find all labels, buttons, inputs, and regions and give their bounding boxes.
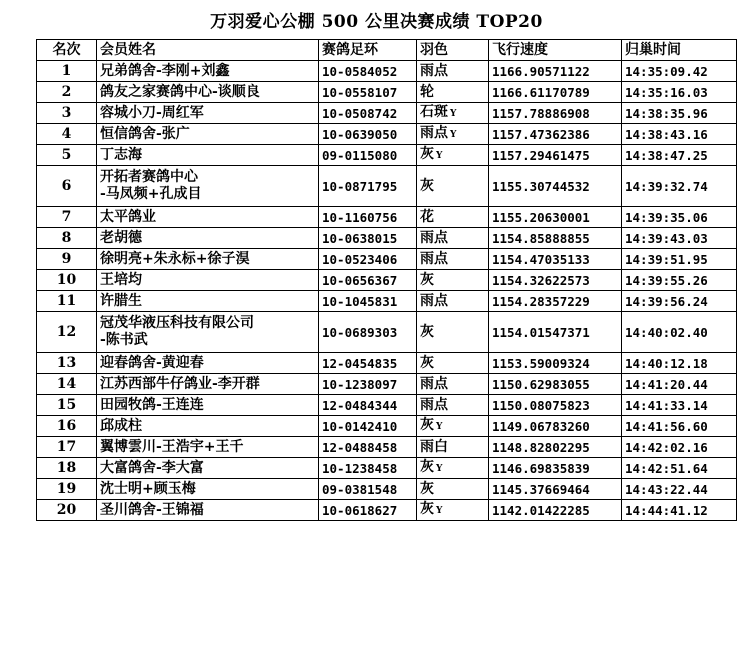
feather-color-y-mark: Y (436, 463, 443, 474)
member-name-cell-text: 丁志海 (100, 146, 142, 163)
feather-color-cell-text: 雨点 (420, 250, 448, 267)
return-time-cell (622, 166, 737, 207)
rank-cell (37, 166, 97, 207)
table-row (37, 270, 737, 291)
return-time-cell-text: 14:41:20.44 (625, 376, 708, 392)
flight-speed-cell (489, 458, 622, 479)
rank-cell (37, 249, 97, 270)
member-name-cell-text: 老胡德 (100, 229, 142, 246)
rank-cell-text: 8 (61, 229, 72, 246)
flight-speed-cell-text: 1154.01547371 (492, 324, 590, 340)
return-time-cell (622, 353, 737, 374)
ring-number-cell (319, 61, 417, 82)
feather-color-cell-text: 灰 (420, 416, 434, 433)
flight-speed-cell-text: 1155.20630001 (492, 209, 590, 225)
ring-number-cell-text: 10-0584052 (322, 63, 398, 79)
flight-speed-cell-text: 1149.06783260 (492, 418, 590, 434)
ring-number-cell (319, 458, 417, 479)
member-name-cell (97, 228, 319, 249)
rank-cell-text: 13 (56, 354, 77, 371)
ring-number-cell-text: 10-0558107 (322, 84, 398, 100)
return-time-cell-text: 14:42:51.64 (625, 460, 708, 476)
feather-color-cell-text: 灰 (420, 271, 434, 288)
rank-cell-text: 20 (56, 501, 77, 518)
feather-color-cell (417, 500, 489, 521)
rank-cell (37, 374, 97, 395)
ring-number-cell (319, 437, 417, 458)
column-header-rank: 名次 (37, 40, 97, 61)
member-name-cell-text: 容城小刀-周红军 (100, 104, 204, 121)
member-name-cell (97, 479, 319, 500)
member-name-cell-text: 王培均 (100, 271, 142, 288)
feather-color-y-mark: Y (436, 505, 443, 516)
ring-number-cell (319, 500, 417, 521)
table-row (37, 145, 737, 166)
feather-color-cell-text: 雨点 (420, 62, 448, 79)
ring-number-cell (319, 291, 417, 312)
rank-cell (37, 207, 97, 228)
column-header-member-name: 会员姓名 (97, 40, 319, 61)
column-header-flight-speed: 飞行速度 (489, 40, 622, 61)
feather-color-cell-text: 花 (420, 208, 434, 225)
rank-cell (37, 270, 97, 291)
member-name-cell-text: 翼博雲川-王浩宇+王千 (100, 438, 244, 455)
table-row (37, 249, 737, 270)
rank-cell-text: 3 (61, 104, 72, 121)
ring-number-cell-text: 10-1160756 (322, 209, 398, 225)
flight-speed-cell-text: 1154.47035133 (492, 251, 590, 267)
return-time-cell (622, 395, 737, 416)
rank-cell (37, 103, 97, 124)
feather-color-cell (417, 374, 489, 395)
ring-number-cell (319, 124, 417, 145)
return-time-cell-text: 14:43:22.44 (625, 481, 708, 497)
feather-color-y-mark: Y (450, 129, 457, 140)
table-row (37, 291, 737, 312)
rank-cell-text: 11 (56, 292, 77, 309)
table-row (37, 228, 737, 249)
ring-number-cell-text: 10-0871795 (322, 178, 398, 194)
member-name-cell-text: 徐明亮+朱永标+徐子淏 (100, 250, 250, 267)
ring-number-cell-text: 10-0618627 (322, 502, 398, 518)
feather-color-cell-text: 雨点 (420, 375, 448, 392)
flight-speed-cell (489, 249, 622, 270)
member-name-cell-text: 兄弟鸽舍-李刚+刘鑫 (100, 62, 230, 79)
rank-cell-text: 19 (56, 480, 77, 497)
member-name-cell-text: 太平鸽业 (100, 208, 156, 225)
return-time-cell-text: 14:38:47.25 (625, 147, 708, 163)
feather-color-y-mark: Y (436, 150, 443, 161)
ring-number-cell-text: 10-1238458 (322, 460, 398, 476)
rank-cell (37, 500, 97, 521)
rank-cell-text: 12 (56, 323, 77, 340)
flight-speed-cell-text: 1148.82802295 (492, 439, 590, 455)
feather-color-cell (417, 124, 489, 145)
member-name-cell (97, 458, 319, 479)
member-name-cell-text: 圣川鸽舍-王锦福 (100, 501, 204, 518)
feather-color-cell (417, 312, 489, 353)
return-time-cell (622, 270, 737, 291)
flight-speed-cell (489, 374, 622, 395)
member-name-cell-text: 许腊生 (100, 292, 142, 309)
flight-speed-cell (489, 395, 622, 416)
table-row (37, 353, 737, 374)
flight-speed-cell (489, 61, 622, 82)
document-title: 万羽爱心公棚 500 公里决赛成绩 TOP20 (210, 12, 543, 32)
feather-color-cell (417, 166, 489, 207)
flight-speed-cell-text: 1145.37669464 (492, 481, 590, 497)
flight-speed-cell (489, 207, 622, 228)
rank-cell (37, 145, 97, 166)
feather-color-cell (417, 103, 489, 124)
ring-number-cell-text: 10-0523406 (322, 251, 398, 267)
member-name-cell-text: 田园牧鸽-王连连 (100, 396, 204, 413)
member-name-cell-text: 鸽友之家赛鸽中心-谈顺良 (100, 83, 260, 100)
feather-color-cell (417, 395, 489, 416)
return-time-cell-text: 14:35:16.03 (625, 84, 708, 100)
ring-number-cell-text: 10-0689303 (322, 324, 398, 340)
return-time-cell (622, 479, 737, 500)
feather-color-cell-text: 灰 (420, 145, 434, 162)
rank-cell (37, 395, 97, 416)
feather-color-cell (417, 353, 489, 374)
return-time-cell (622, 82, 737, 103)
column-header-ring-number: 赛鸽足环 (319, 40, 417, 61)
ring-number-cell-text: 12-0488458 (322, 439, 398, 455)
ring-number-cell-text: 10-0638015 (322, 230, 398, 246)
flight-speed-cell-text: 1154.85888855 (492, 230, 590, 246)
ring-number-cell (319, 103, 417, 124)
flight-speed-cell (489, 145, 622, 166)
return-time-cell-text: 14:40:02.40 (625, 324, 708, 340)
return-time-cell (622, 416, 737, 437)
ring-number-cell-text: 10-0142410 (322, 418, 398, 434)
table-row (37, 374, 737, 395)
feather-color-cell-text: 雨点 (420, 229, 448, 246)
rank-cell-text: 5 (61, 146, 72, 163)
feather-color-cell-text: 雨点 (420, 396, 448, 413)
ring-number-cell (319, 270, 417, 291)
flight-speed-cell (489, 124, 622, 145)
member-name-cell (97, 249, 319, 270)
return-time-cell (622, 500, 737, 521)
ring-number-cell (319, 228, 417, 249)
member-name-cell (97, 103, 319, 124)
return-time-cell-text: 14:38:43.16 (625, 126, 708, 142)
rank-cell-text: 14 (56, 375, 77, 392)
flight-speed-cell-text: 1157.78886908 (492, 105, 590, 121)
return-time-cell (622, 458, 737, 479)
ring-number-cell-text: 10-0508742 (322, 105, 398, 121)
rank-cell-text: 1 (61, 62, 72, 79)
return-time-cell (622, 249, 737, 270)
return-time-cell-text: 14:41:56.60 (625, 418, 708, 434)
ring-number-cell-text: 09-0381548 (322, 481, 398, 497)
return-time-cell (622, 103, 737, 124)
feather-color-cell (417, 82, 489, 103)
return-time-cell-text: 14:39:43.03 (625, 230, 708, 246)
member-name-cell (97, 270, 319, 291)
flight-speed-cell-text: 1157.47362386 (492, 126, 590, 142)
feather-color-cell (417, 458, 489, 479)
rank-cell-text: 4 (61, 125, 72, 142)
table-row (37, 61, 737, 82)
member-name-cell (97, 374, 319, 395)
feather-color-cell-text: 灰 (420, 354, 434, 371)
feather-color-cell (417, 416, 489, 437)
flight-speed-cell-text: 1166.61170789 (492, 84, 590, 100)
feather-color-cell (417, 270, 489, 291)
feather-color-y-mark: Y (436, 421, 443, 432)
table-row (37, 479, 737, 500)
feather-color-cell (417, 479, 489, 500)
flight-speed-cell (489, 479, 622, 500)
flight-speed-cell-text: 1150.08075823 (492, 397, 590, 413)
member-name-cell (97, 124, 319, 145)
table-row (37, 103, 737, 124)
member-name-cell (97, 207, 319, 228)
member-name-cell-text: 开拓者赛鸽中心 -马凤频+孔成目 (100, 169, 202, 202)
ring-number-cell (319, 374, 417, 395)
return-time-cell-text: 14:39:51.95 (625, 251, 708, 267)
member-name-cell (97, 145, 319, 166)
table-row (37, 458, 737, 479)
table-row (37, 166, 737, 207)
feather-color-cell-text: 轮 (420, 83, 434, 100)
rank-cell-text: 9 (61, 250, 72, 267)
ring-number-cell (319, 166, 417, 207)
rank-cell (37, 124, 97, 145)
feather-color-cell (417, 207, 489, 228)
return-time-cell-text: 14:39:55.26 (625, 272, 708, 288)
ring-number-cell (319, 312, 417, 353)
return-time-cell (622, 437, 737, 458)
flight-speed-cell-text: 1166.90571122 (492, 63, 590, 79)
feather-color-cell-text: 石斑 (420, 103, 448, 120)
feather-color-cell-text: 灰 (420, 458, 434, 475)
member-name-cell-text: 沈士明+顾玉梅 (100, 480, 196, 497)
member-name-cell (97, 291, 319, 312)
column-header-feather-color: 羽色 (417, 40, 489, 61)
feather-color-cell (417, 228, 489, 249)
results-table-body (37, 61, 737, 521)
return-time-cell-text: 14:39:56.24 (625, 293, 708, 309)
rank-cell-text: 10 (56, 271, 77, 288)
return-time-cell (622, 145, 737, 166)
rank-cell (37, 312, 97, 353)
ring-number-cell-text: 10-1238097 (322, 376, 398, 392)
flight-speed-cell (489, 103, 622, 124)
table-row (37, 500, 737, 521)
return-time-cell-text: 14:39:35.06 (625, 209, 708, 225)
member-name-cell-text: 恒信鸽舍-张广 (100, 125, 190, 142)
table-row (37, 416, 737, 437)
member-name-cell-text: 邱成柱 (100, 417, 142, 434)
member-name-cell (97, 353, 319, 374)
return-time-cell (622, 312, 737, 353)
ring-number-cell (319, 479, 417, 500)
results-table (36, 39, 737, 521)
rank-cell-text: 16 (56, 417, 77, 434)
return-time-cell-text: 14:38:35.96 (625, 105, 708, 121)
return-time-cell (622, 374, 737, 395)
rank-cell-text: 17 (56, 438, 77, 455)
return-time-cell-text: 14:41:33.14 (625, 397, 708, 413)
flight-speed-cell (489, 166, 622, 207)
flight-speed-cell-text: 1154.28357229 (492, 293, 590, 309)
rank-cell-text: 2 (61, 83, 72, 100)
flight-speed-cell (489, 228, 622, 249)
member-name-cell (97, 395, 319, 416)
flight-speed-cell-text: 1155.30744532 (492, 178, 590, 194)
return-time-cell-text: 14:44:41.12 (625, 502, 708, 518)
feather-color-cell (417, 145, 489, 166)
member-name-cell-text: 迎春鸽舍-黄迎春 (100, 354, 204, 371)
ring-number-cell (319, 82, 417, 103)
flight-speed-cell-text: 1153.59009324 (492, 355, 590, 371)
rank-cell (37, 437, 97, 458)
return-time-cell (622, 228, 737, 249)
feather-color-y-mark: Y (450, 108, 457, 119)
flight-speed-cell (489, 270, 622, 291)
ring-number-cell-text: 12-0454835 (322, 355, 398, 371)
feather-color-cell-text: 灰 (420, 177, 434, 194)
ring-number-cell-text: 10-0639050 (322, 126, 398, 142)
ring-number-cell (319, 249, 417, 270)
return-time-cell (622, 124, 737, 145)
return-time-cell-text: 14:35:09.42 (625, 63, 708, 79)
rank-cell (37, 479, 97, 500)
ring-number-cell-text: 10-1045831 (322, 293, 398, 309)
rank-cell (37, 458, 97, 479)
return-time-cell-text: 14:40:12.18 (625, 355, 708, 371)
rank-cell-text: 7 (61, 208, 72, 225)
table-row (37, 207, 737, 228)
feather-color-cell-text: 灰 (420, 480, 434, 497)
table-row (37, 82, 737, 103)
column-header-return-time: 归巢时间 (622, 40, 737, 61)
rank-cell (37, 61, 97, 82)
member-name-cell-text: 冠茂华液压科技有限公司 -陈书武 (100, 315, 254, 348)
feather-color-cell-text: 灰 (420, 500, 434, 517)
ring-number-cell (319, 207, 417, 228)
return-time-cell (622, 291, 737, 312)
flight-speed-cell-text: 1157.29461475 (492, 147, 590, 163)
rank-cell (37, 82, 97, 103)
flight-speed-cell (489, 353, 622, 374)
rank-cell (37, 228, 97, 249)
feather-color-cell (417, 291, 489, 312)
flight-speed-cell-text: 1150.62983055 (492, 376, 590, 392)
flight-speed-cell-text: 1154.32622573 (492, 272, 590, 288)
flight-speed-cell (489, 416, 622, 437)
rank-cell-text: 18 (56, 459, 77, 476)
member-name-cell-text: 大富鸽舍-李大富 (100, 459, 204, 476)
rank-cell-text: 15 (56, 396, 77, 413)
rank-cell-text: 6 (61, 177, 72, 194)
rank-cell (37, 291, 97, 312)
table-row (37, 395, 737, 416)
feather-color-cell (417, 249, 489, 270)
ring-number-cell (319, 353, 417, 374)
flight-speed-cell-text: 1142.01422285 (492, 502, 590, 518)
member-name-cell (97, 82, 319, 103)
ring-number-cell-text: 12-0484344 (322, 397, 398, 413)
rank-cell (37, 353, 97, 374)
feather-color-cell (417, 61, 489, 82)
return-time-cell-text: 14:42:02.16 (625, 439, 708, 455)
member-name-cell (97, 437, 319, 458)
member-name-cell (97, 61, 319, 82)
table-row (37, 124, 737, 145)
member-name-cell (97, 416, 319, 437)
flight-speed-cell (489, 500, 622, 521)
ring-number-cell (319, 145, 417, 166)
flight-speed-cell (489, 291, 622, 312)
table-row (37, 437, 737, 458)
rank-cell (37, 416, 97, 437)
feather-color-cell-text: 雨点 (420, 124, 448, 141)
flight-speed-cell-text: 1146.69835839 (492, 460, 590, 476)
ring-number-cell (319, 416, 417, 437)
table-row (37, 312, 737, 353)
feather-color-cell (417, 437, 489, 458)
feather-color-cell-text: 雨点 (420, 292, 448, 309)
feather-color-cell-text: 雨白 (420, 438, 448, 455)
member-name-cell (97, 312, 319, 353)
return-time-cell-text: 14:39:32.74 (625, 178, 708, 194)
return-time-cell (622, 207, 737, 228)
flight-speed-cell (489, 82, 622, 103)
member-name-cell (97, 500, 319, 521)
ring-number-cell-text: 10-0656367 (322, 272, 398, 288)
member-name-cell (97, 166, 319, 207)
table-header-row (37, 40, 737, 61)
flight-speed-cell (489, 437, 622, 458)
feather-color-cell-text: 灰 (420, 323, 434, 340)
member-name-cell-text: 江苏西部牛仔鸽业-李开群 (100, 375, 260, 392)
ring-number-cell (319, 395, 417, 416)
flight-speed-cell (489, 312, 622, 353)
return-time-cell (622, 61, 737, 82)
ring-number-cell-text: 09-0115080 (322, 147, 398, 163)
results-table-wrapper (36, 39, 736, 521)
